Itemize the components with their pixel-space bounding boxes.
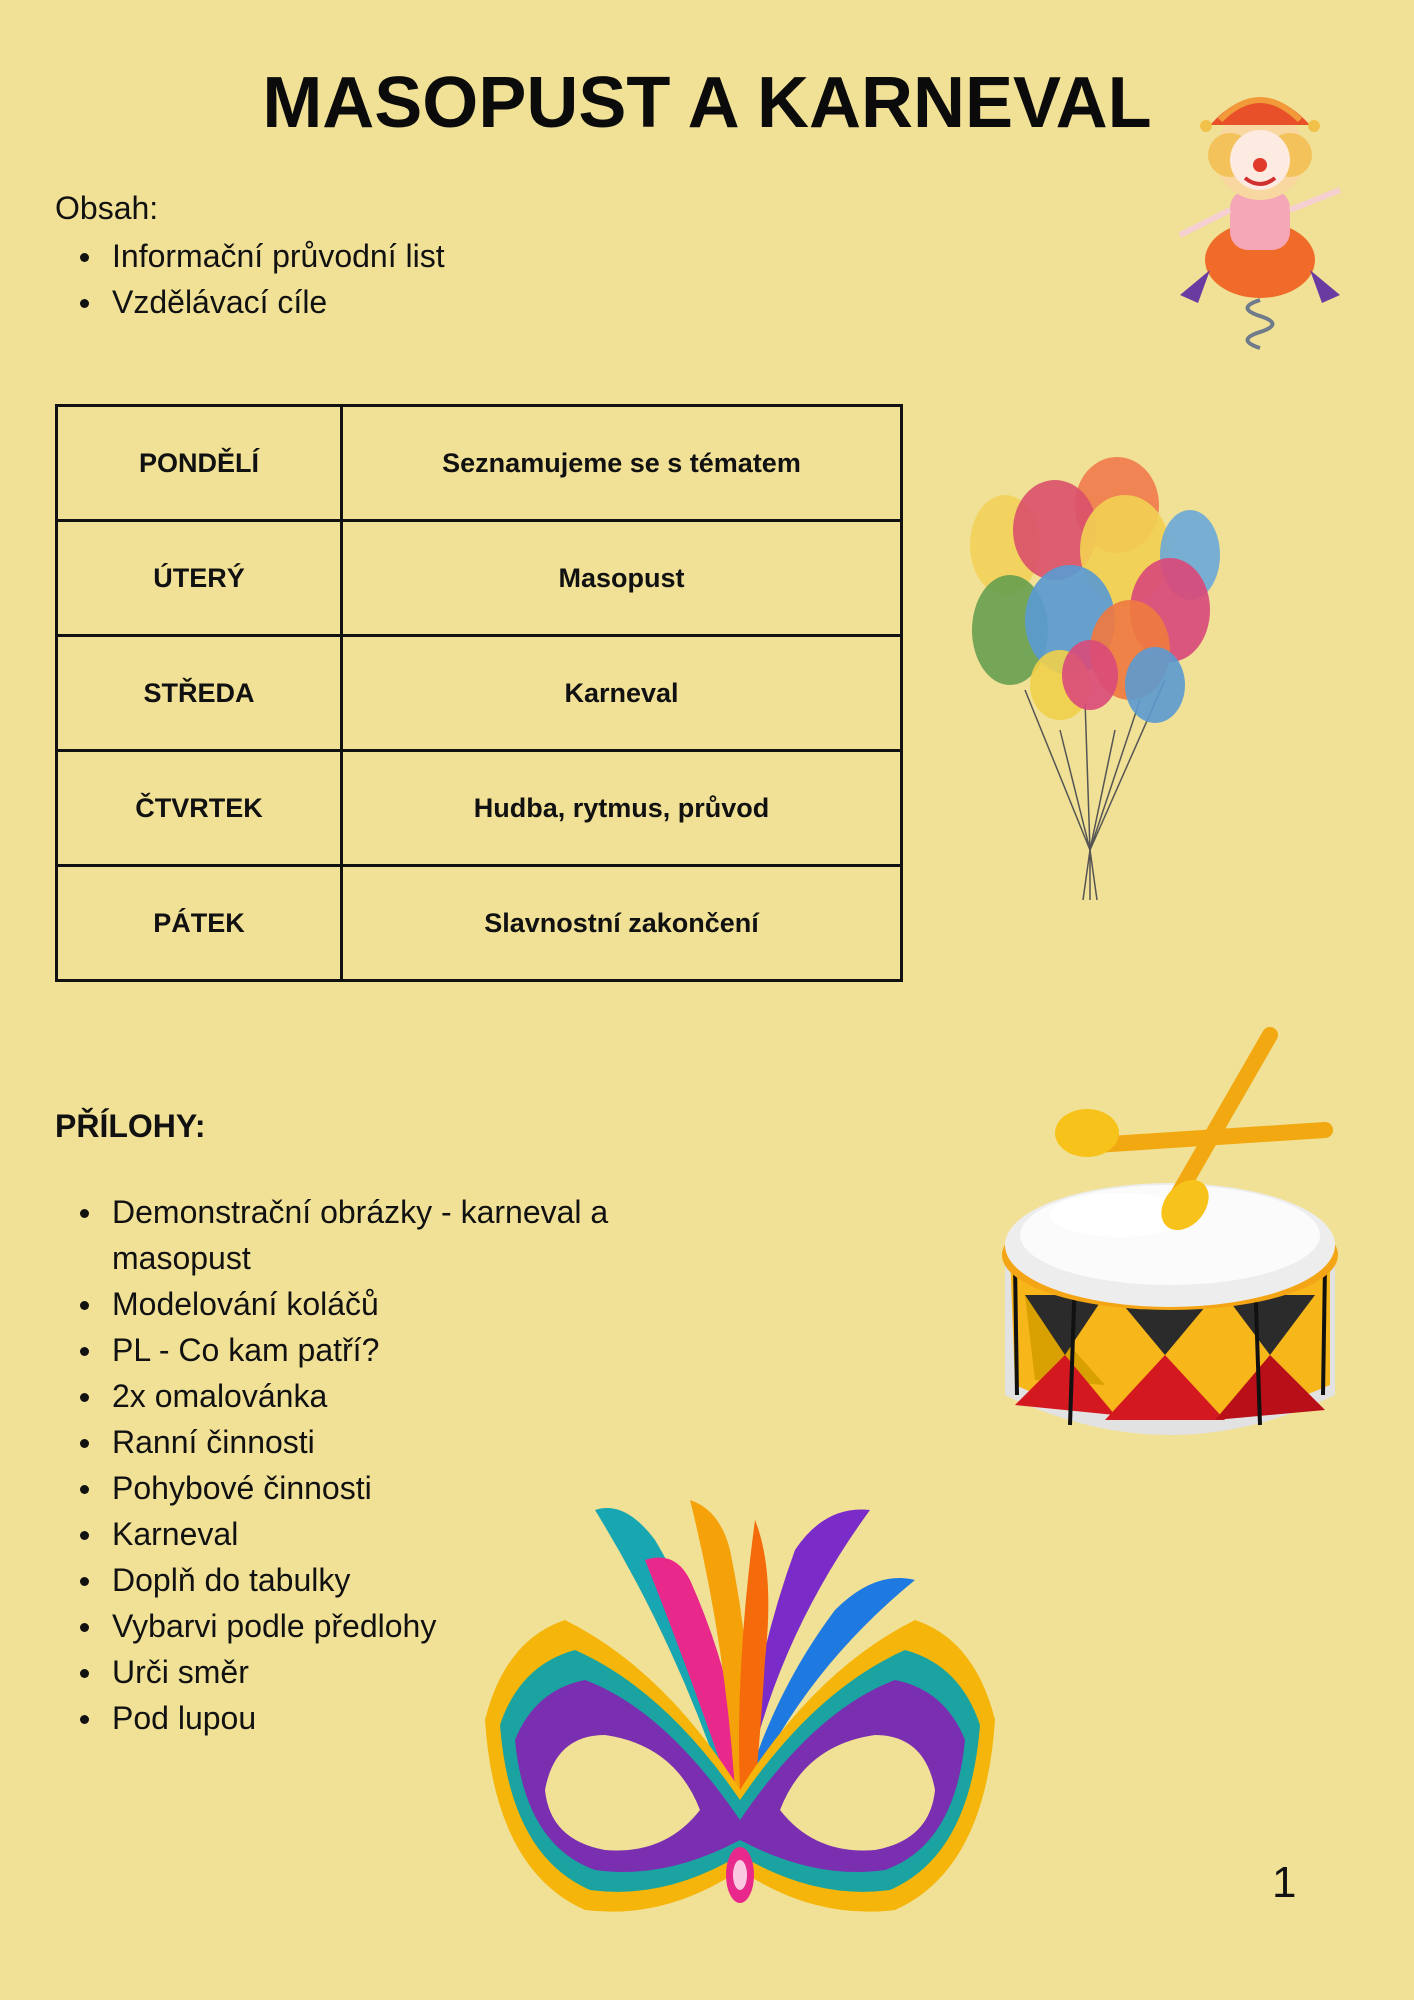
table-row — [57, 751, 902, 866]
table-row — [57, 406, 902, 521]
list-item: Pod lupou — [55, 1695, 675, 1741]
topic-cell: Karneval — [342, 636, 902, 751]
list-item: PL - Co kam patří? — [55, 1327, 675, 1373]
page-number: 1 — [1272, 1858, 1297, 1907]
day-cell: ÚTERÝ — [57, 521, 342, 636]
contents-list — [55, 233, 755, 325]
list-item: Demonstrační obrázky - karneval a masopust — [55, 1189, 675, 1281]
list-item: Ranní činnosti — [55, 1419, 675, 1465]
list-item: Urči směr — [55, 1649, 675, 1695]
page-title: MASOPUST A KARNEVAL — [262, 63, 1152, 143]
balloons-illustration — [965, 450, 1235, 910]
clown-illustration — [1160, 60, 1360, 360]
list-item: Modelování koláčů — [55, 1281, 675, 1327]
attachments-label: PŘÍLOHY: — [55, 1108, 206, 1144]
schedule-table — [55, 404, 903, 982]
table-row — [57, 866, 902, 981]
list-item: 2x omalovánka — [55, 1373, 675, 1419]
table-row — [57, 521, 902, 636]
topic-cell: Seznamujeme se s tématem — [342, 406, 902, 521]
list-item: Vybarvi podle předlohy — [55, 1603, 675, 1649]
day-cell: PONDĚLÍ — [57, 406, 342, 521]
drum-illustration — [995, 1025, 1355, 1485]
list-item: Informační průvodní list — [55, 233, 755, 279]
list-item: Vzdělávací cíle — [55, 279, 755, 325]
day-cell: ČTVRTEK — [57, 751, 342, 866]
topic-cell: Masopust — [342, 521, 902, 636]
carnival-mask-illustration — [475, 1490, 1005, 1960]
list-item: Doplň do tabulky — [55, 1557, 675, 1603]
table-row — [57, 636, 902, 751]
contents-label: Obsah: — [55, 190, 159, 226]
list-item: Karneval — [55, 1511, 675, 1557]
list-item: Pohybové činnosti — [55, 1465, 675, 1511]
topic-cell: Hudba, rytmus, průvod — [342, 751, 902, 866]
day-cell: STŘEDA — [57, 636, 342, 751]
topic-cell: Slavnostní zakončení — [342, 866, 902, 981]
day-cell: PÁTEK — [57, 866, 342, 981]
